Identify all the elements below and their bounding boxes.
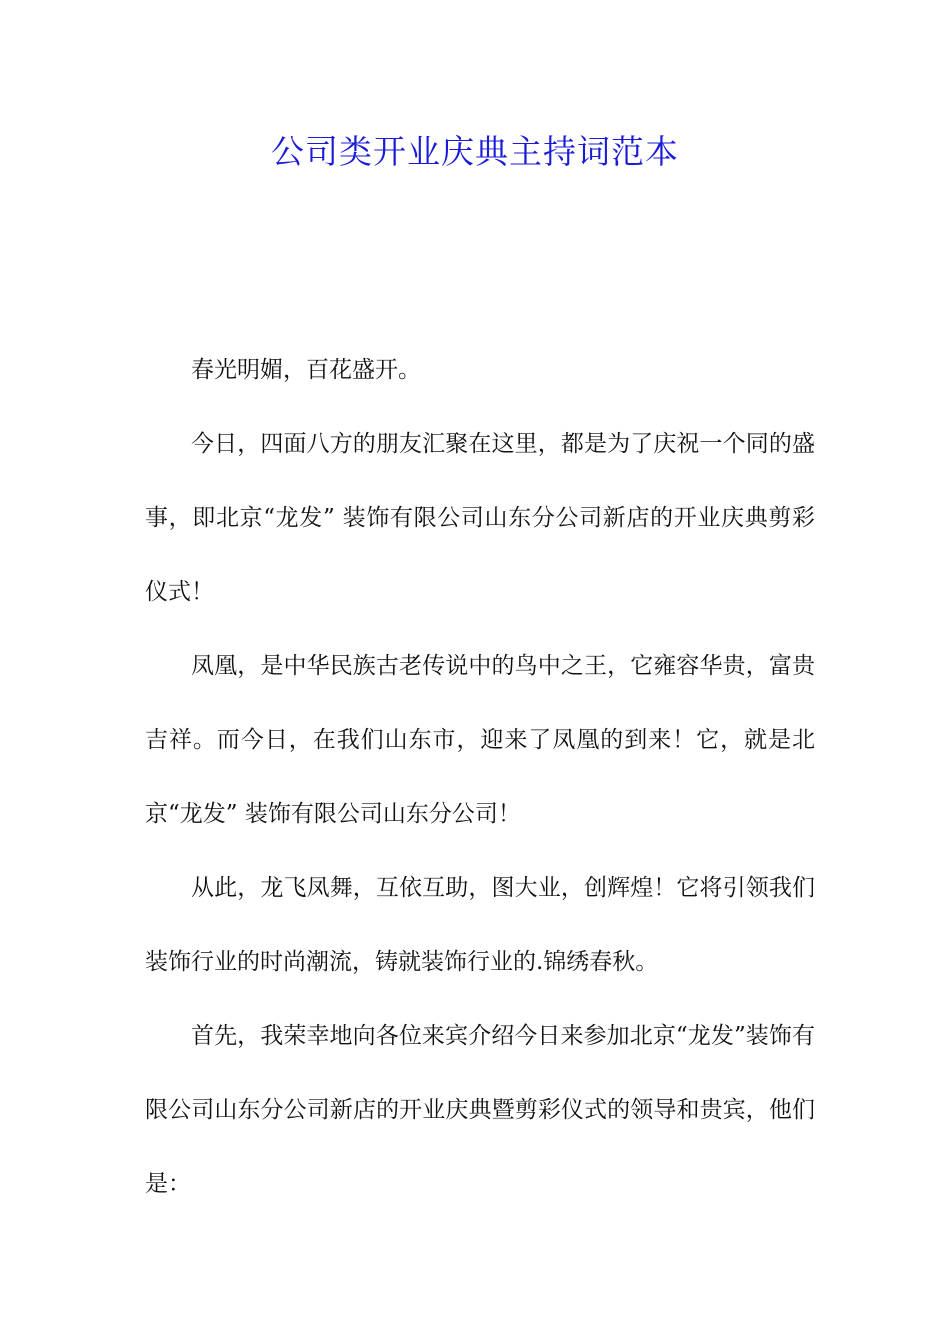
- document-title: 公司类开业庆典主持词范本: [271, 132, 679, 171]
- paragraph: 首先，我荣幸地向各位来宾介绍今日来参加北京“龙发”装饰有限公司山东分公司新店的开业庆典暨剪彩仪式的领导和贵宾，他们是：: [145, 1023, 815, 1197]
- paragraph: 春光明媚，百花盛开。: [191, 357, 421, 383]
- paragraph: 凤凰，是中华民族古老传说中的鸟中之王，它雍容华贵，富贵吉祥。而今日，在我们山东市，迎来了凤凰的到来！它，就是北京“龙发” 装饰有限公司山东分公司！: [145, 653, 815, 827]
- paragraph: 今日，四面八方的朋友汇聚在这里，都是为了庆祝一个同的盛事，即北京“龙发” 装饰有限公司山东分公司新店的开业庆典剪彩仪式！: [145, 431, 815, 605]
- document-body: [145, 333, 815, 1221]
- paragraph: 从此，龙飞凤舞，互依互助，图大业，创辉煌！它将引领我们装饰行业的时尚潮流，铸就装饰行业的.锦绣春秋。: [145, 875, 815, 975]
